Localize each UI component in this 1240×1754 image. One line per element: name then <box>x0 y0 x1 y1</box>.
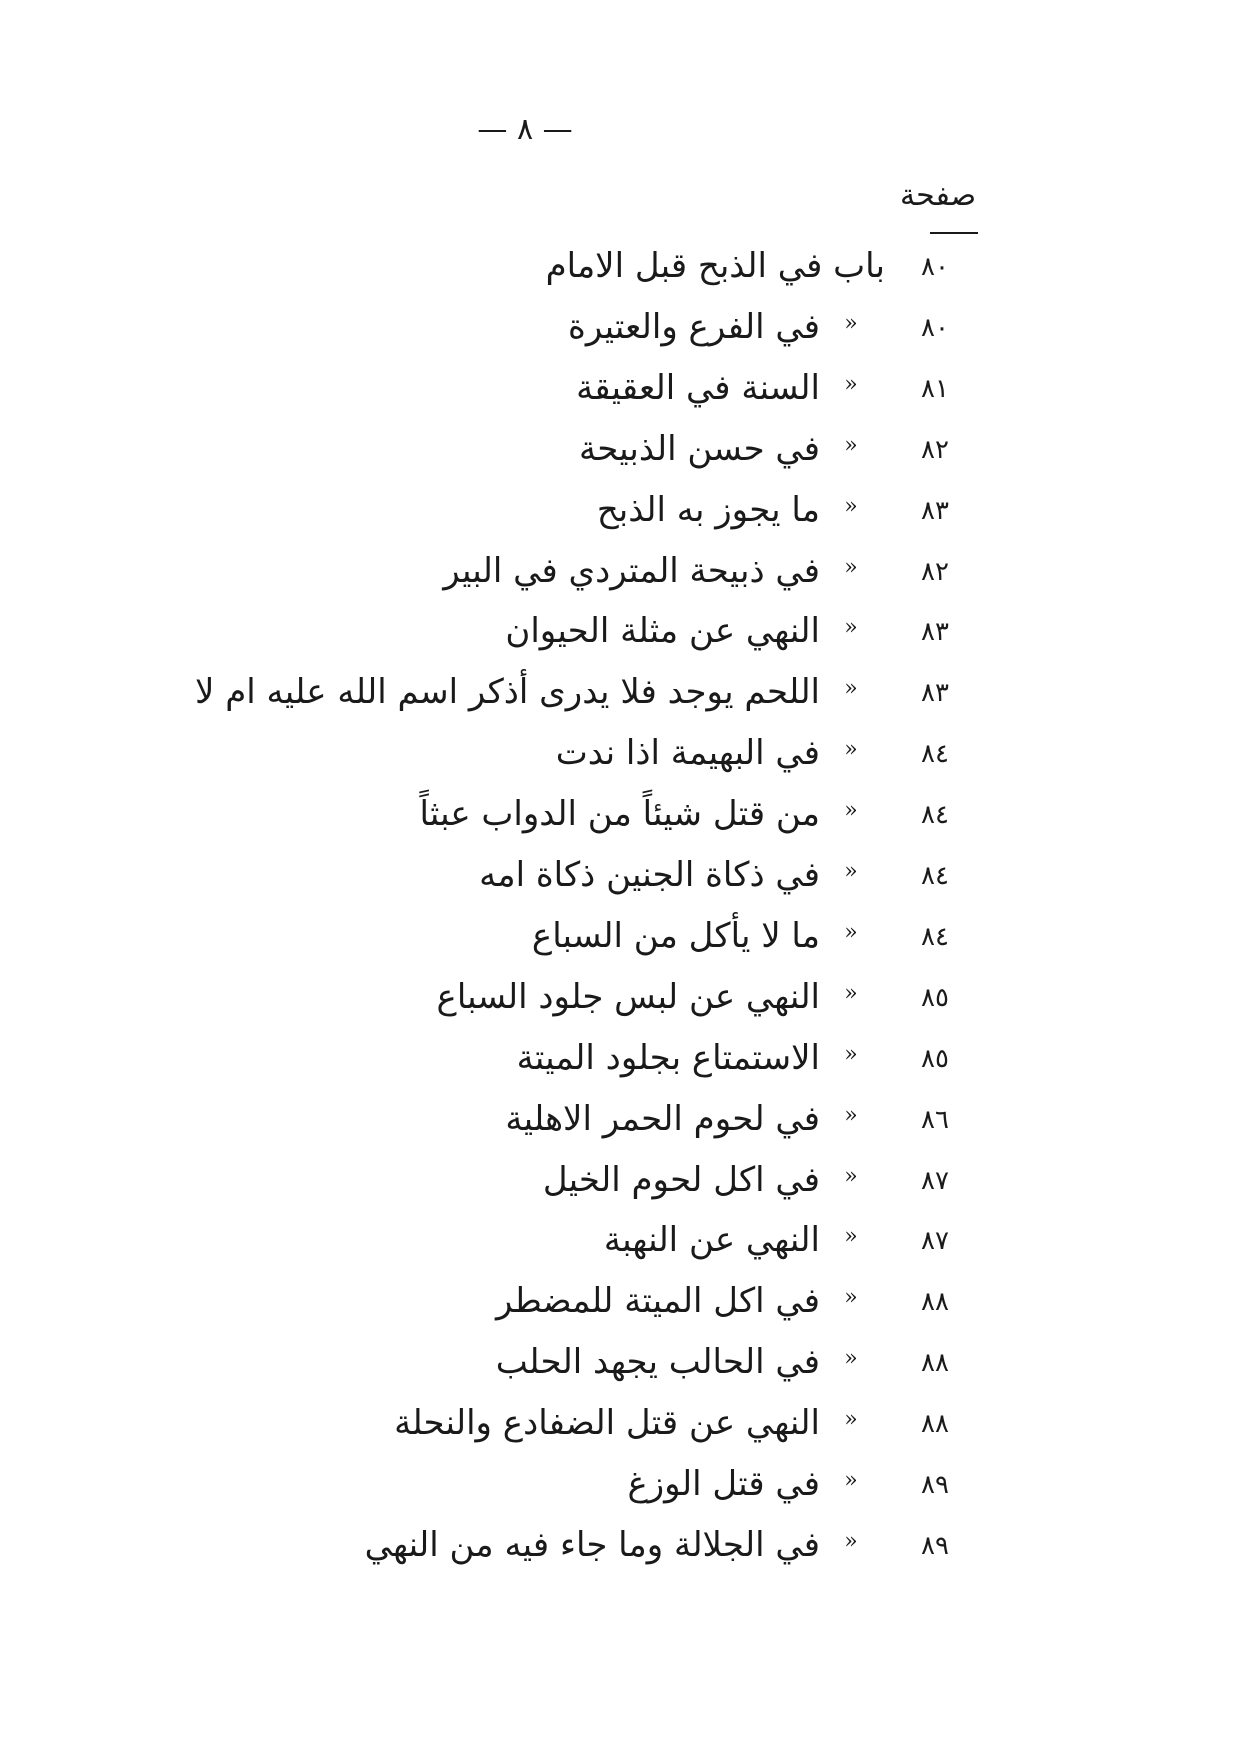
toc-entry <box>0 1156 1240 1218</box>
toc-entry <box>0 1277 1240 1339</box>
toc-page-number: ٨٨ <box>921 1287 949 1318</box>
toc-entry <box>0 425 1240 487</box>
toc-chapter-title: في اكل الميتة للمضطر <box>495 1281 820 1322</box>
toc-page-number: ٨٢ <box>921 434 949 465</box>
toc-entry <box>0 1521 1240 1583</box>
toc-page-number: ٨٣ <box>921 617 949 648</box>
toc-chapter-title: باب في الذبح قبل الامام <box>545 246 885 286</box>
toc-ditto-marker: » <box>844 1224 858 1250</box>
toc-page-number: ٨٤ <box>921 921 949 952</box>
toc-chapter-title: في ذبيحة المتردي في البير <box>443 550 820 591</box>
toc-chapter-title: في لحوم الحمر الاهلية <box>505 1098 820 1139</box>
toc-entry <box>0 607 1240 669</box>
toc-entry <box>0 668 1240 730</box>
column-header-page: صفحة <box>900 178 977 213</box>
toc-page-number: ٨٨ <box>921 1409 949 1440</box>
toc-chapter-title: في الفرع والعتيرة <box>568 306 820 347</box>
toc-ditto-marker: » <box>844 615 858 641</box>
table-of-contents <box>0 242 1240 1622</box>
toc-page-number: ٨٠ <box>921 312 949 343</box>
toc-page-number: ٨٤ <box>921 739 949 770</box>
toc-ditto-marker: » <box>844 1407 858 1433</box>
toc-chapter-title: في قتل الوزغ <box>627 1464 820 1504</box>
toc-ditto-marker: » <box>844 859 858 884</box>
toc-chapter-title: الاستمتاع بجلود الميتة <box>516 1037 820 1078</box>
toc-ditto-marker: » <box>844 432 858 458</box>
toc-ditto-marker: » <box>844 1528 858 1554</box>
toc-entry <box>0 1338 1240 1400</box>
toc-ditto-marker: » <box>844 1468 858 1493</box>
toc-chapter-title: من قتل شيئاً من الدواب عبثاً <box>419 794 820 835</box>
toc-page-number: ٨٦ <box>921 1104 949 1135</box>
toc-entry <box>0 729 1240 791</box>
toc-entry <box>0 242 1240 304</box>
toc-entry <box>0 790 1240 852</box>
toc-entry <box>0 851 1240 913</box>
toc-chapter-title: النهي عن لبس جلود السباع <box>436 976 820 1017</box>
toc-chapter-title: السنة في العقيقة <box>576 367 820 408</box>
toc-ditto-marker: » <box>844 1102 858 1128</box>
toc-chapter-title: النهي عن مثلة الحيوان <box>505 611 820 652</box>
toc-ditto-marker: » <box>844 1041 858 1067</box>
toc-page-number: ٨٩ <box>921 1470 949 1500</box>
toc-entry <box>0 364 1240 426</box>
toc-chapter-title: في اكل لحوم الخيل <box>542 1159 820 1200</box>
toc-page-number: ٨٥ <box>921 1043 949 1074</box>
toc-entry <box>0 912 1240 974</box>
toc-ditto-marker: » <box>844 493 858 519</box>
toc-entry <box>0 547 1240 609</box>
toc-page-number: ٨٨ <box>921 1348 949 1379</box>
toc-entry <box>0 1460 1240 1522</box>
toc-ditto-marker: » <box>844 980 858 1006</box>
toc-ditto-marker: » <box>844 1163 858 1189</box>
toc-entry <box>0 1034 1240 1096</box>
toc-entry <box>0 973 1240 1035</box>
toc-entry <box>0 1216 1240 1278</box>
toc-ditto-marker: » <box>844 371 858 397</box>
toc-page-number: ٨٣ <box>921 495 949 526</box>
toc-entry <box>0 1095 1240 1157</box>
toc-page-number: ٨٧ <box>921 1165 949 1196</box>
toc-page-number: ٨٤ <box>921 800 949 831</box>
toc-entry <box>0 303 1240 365</box>
page-number: — ٨ — <box>477 112 573 147</box>
toc-ditto-marker: » <box>844 1346 858 1372</box>
toc-chapter-title: النهي عن النهبة <box>603 1220 820 1261</box>
toc-entry <box>0 486 1240 548</box>
toc-page-number: ٨٠ <box>921 252 949 282</box>
toc-chapter-title: في الحالب يجهد الحلب <box>495 1342 820 1383</box>
toc-page-number: ٨٧ <box>921 1226 949 1257</box>
toc-ditto-marker: » <box>844 676 858 702</box>
toc-page-number: ٨٩ <box>921 1530 949 1561</box>
toc-page-number: ٨٣ <box>921 678 949 709</box>
toc-ditto-marker: » <box>844 919 858 945</box>
toc-chapter-title: في الجلالة وما جاء فيه من النهي <box>364 1524 820 1565</box>
toc-chapter-title: النهي عن قتل الضفادع والنحلة <box>394 1403 820 1444</box>
toc-page-number: ٨٥ <box>921 982 949 1013</box>
toc-chapter-title: في ذكاة الجنين ذكاة امه <box>479 855 820 895</box>
toc-page-number: ٨١ <box>921 373 949 404</box>
header-divider <box>930 232 978 234</box>
toc-ditto-marker: » <box>844 310 858 336</box>
toc-ditto-marker: » <box>844 798 858 824</box>
toc-page-number: ٨٢ <box>921 556 949 587</box>
toc-chapter-title: ما يجوز به الذبح <box>596 489 820 530</box>
toc-page-number: ٨٤ <box>921 861 949 891</box>
toc-ditto-marker: » <box>844 554 858 580</box>
toc-ditto-marker: » <box>844 1285 858 1311</box>
toc-chapter-title: في حسن الذبيحة <box>579 428 820 469</box>
toc-chapter-title: في البهيمة اذا ندت <box>555 733 820 774</box>
toc-entry <box>0 1399 1240 1461</box>
toc-ditto-marker: » <box>844 737 858 763</box>
toc-chapter-title: اللحم يوجد فلا يدرى أذكر اسم الله عليه ام لا <box>195 672 820 713</box>
toc-chapter-title: ما لا يأكل من السباع <box>531 915 820 956</box>
